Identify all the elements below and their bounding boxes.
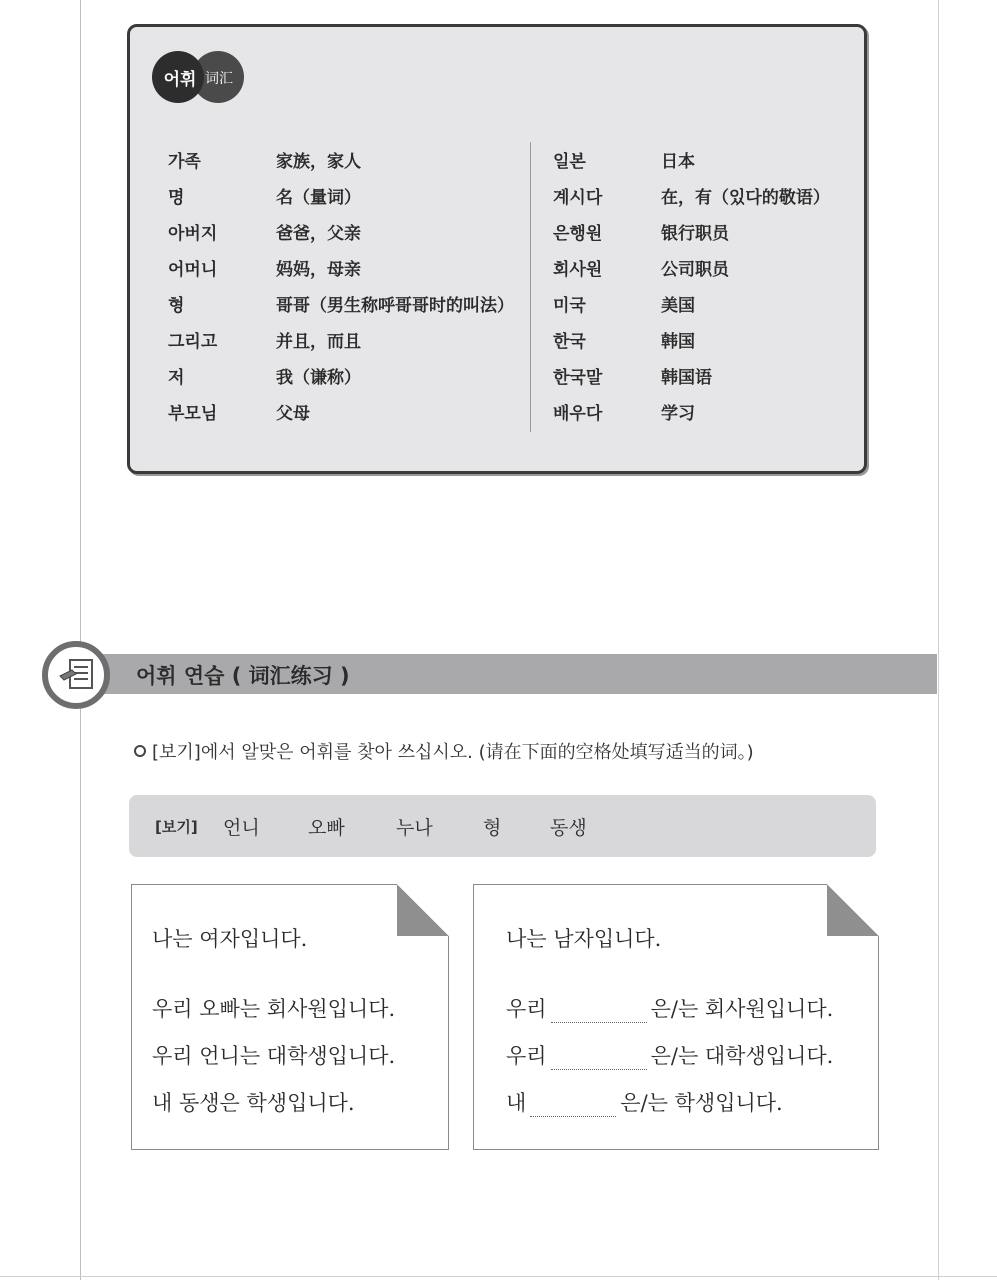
vocab-chinese: 名（量词）: [276, 188, 361, 208]
vocab-korean: 일본: [553, 152, 586, 172]
answer-blank[interactable]: [551, 1051, 647, 1070]
example-word: 오빠: [308, 817, 345, 839]
vocab-korean: 미국: [553, 296, 586, 316]
fill-in-sentence: [506, 1087, 783, 1117]
vocab-korean: 한국: [553, 332, 586, 352]
fill-in-sentence: [506, 993, 833, 1023]
card-intro: 나는 여자입니다.: [152, 927, 308, 951]
vocab-korean: 어머니: [168, 260, 218, 280]
vocab-korean: 은행원: [553, 224, 603, 244]
card-sentence: 내 동생은 학생입니다.: [152, 1091, 355, 1115]
vocab-chinese: 韩国语: [661, 368, 712, 388]
sentence-prefix: 우리: [506, 1044, 547, 1068]
vocab-chinese: 妈妈，母亲: [276, 260, 361, 280]
vocab-korean: 명: [168, 188, 185, 208]
sentence-suffix: 은/는 회사원입니다.: [650, 997, 834, 1021]
folded-corner: [397, 884, 449, 936]
vocab-chinese: 哥哥（男生称呼哥哥时的叫法）: [276, 296, 514, 316]
document-pencil-icon: [58, 656, 98, 692]
exercise-instruction: [134, 738, 754, 764]
vocab-chinese: 银行职员: [661, 224, 729, 244]
vocab-chinese: 韩国: [661, 332, 695, 352]
sentence-prefix: 내: [506, 1091, 527, 1115]
page-margin-line: [80, 0, 81, 1280]
vocab-chinese: 在，有（있다的敬语）: [661, 188, 830, 208]
example-word-bank: [129, 795, 876, 857]
example-word: 형: [483, 817, 502, 839]
card-sentence: 우리 언니는 대학생입니다.: [152, 1044, 396, 1068]
badge-korean-label: 어휘: [163, 70, 197, 90]
vocab-chinese: 公司职员: [661, 260, 729, 280]
answer-blank[interactable]: [530, 1098, 616, 1117]
vocab-chinese: 我（谦称）: [276, 368, 361, 388]
instruction-text: [보기]에서 알맞은 어휘를 찾아 쓰십시오. (请在下面的空格处填写适当的词。): [152, 742, 754, 763]
vocab-korean: 한국말: [553, 368, 603, 388]
vocabulary-box: [127, 24, 867, 474]
card-sentence: 우리 오빠는 회사원입니다.: [152, 997, 396, 1021]
exercise-card-male: [473, 884, 879, 1150]
page-margin-line: [938, 0, 939, 1280]
vocab-chinese: 学习: [661, 404, 695, 424]
vocab-chinese: 美国: [661, 296, 695, 316]
example-word: 언니: [223, 817, 260, 839]
fill-in-sentence: [506, 1040, 833, 1070]
example-word: 동생: [550, 817, 587, 839]
vocab-chinese: 家族，家人: [276, 152, 361, 172]
vocab-korean: 회사원: [553, 260, 603, 280]
vocab-korean: 그리고: [168, 332, 218, 352]
vocab-chinese: 并且，而且: [276, 332, 361, 352]
vocab-korean: 부모님: [168, 404, 218, 424]
vocab-korean: 형: [168, 296, 185, 316]
vocab-chinese: 爸爸，父亲: [276, 224, 361, 244]
folded-corner: [827, 884, 879, 936]
example-card-female: [131, 884, 449, 1150]
answer-blank[interactable]: [551, 1004, 647, 1023]
vocab-chinese: 日本: [661, 152, 695, 172]
badge-chinese-label: 词汇: [205, 71, 233, 87]
example-label: [보기]: [155, 818, 198, 836]
sentence-prefix: 우리: [506, 997, 547, 1021]
vocab-korean: 아버지: [168, 224, 218, 244]
vocab-chinese: 父母: [276, 404, 310, 424]
vocab-korean: 배우다: [553, 404, 603, 424]
vocabulary-badge: [152, 51, 244, 103]
vocab-korean: 계시다: [553, 188, 603, 208]
bullet-icon: [134, 745, 146, 757]
vocab-korean: 저: [168, 368, 185, 388]
vocab-korean: 가족: [168, 152, 201, 172]
card-intro: 나는 남자입니다.: [506, 927, 662, 951]
page-margin-line: [0, 1276, 997, 1277]
column-divider: [530, 142, 531, 432]
example-word: 누나: [396, 817, 433, 839]
section-title: 어휘 연습 ( 词汇练习 ): [136, 664, 350, 688]
sentence-suffix: 은/는 대학생입니다.: [650, 1044, 834, 1068]
sentence-suffix: 은/는 학생입니다.: [620, 1091, 783, 1115]
